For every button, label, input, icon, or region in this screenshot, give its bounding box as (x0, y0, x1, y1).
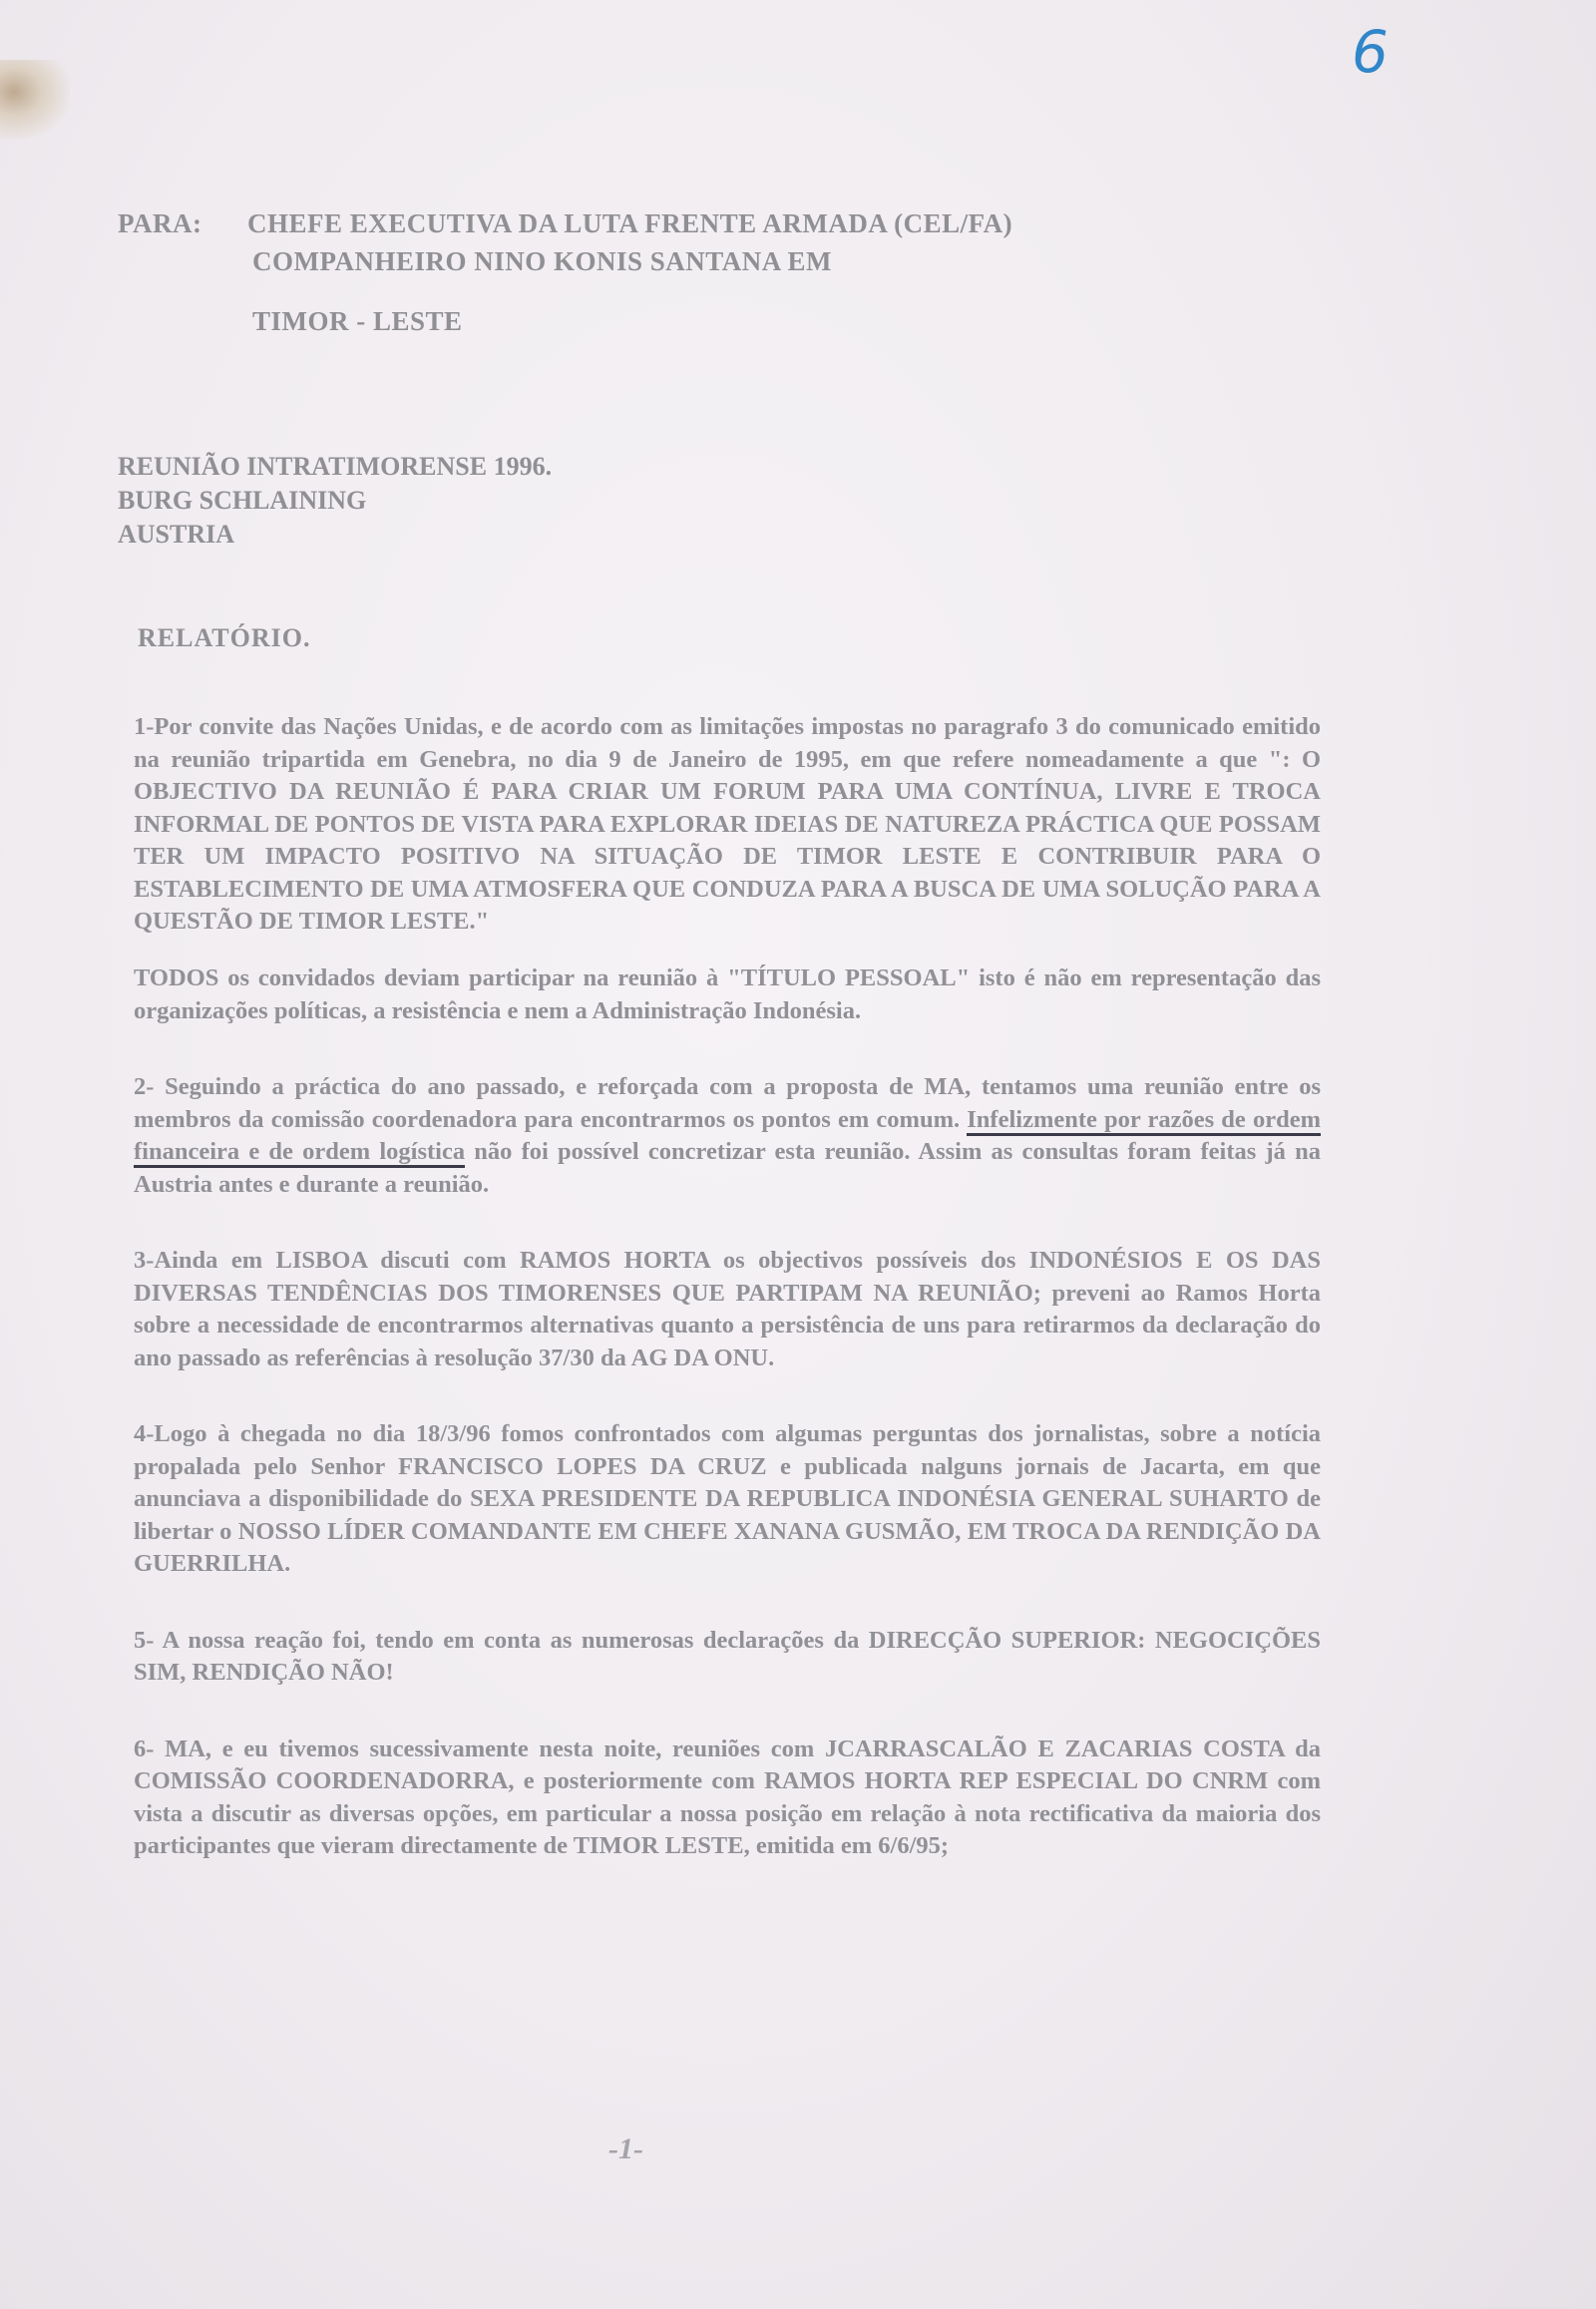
letter-body (118, 204, 1321, 1887)
handwritten-page-number: 6 (1352, 18, 1389, 86)
paragraph-2-end: não foi possível concretizar esta reunião. Assim as consultas foram feitas já na Austria antes e durante a reunião. (134, 1138, 1321, 1198)
paragraph-1-continued: TODOS os convidados deviam participar na reunião à "TÍTULO PESSOAL" isto é não em representação das organizações políticas, a resistência e nem a Administração Indonésia. (134, 964, 1321, 1024)
footer-page-number: -1- (608, 2132, 643, 2165)
meeting-title: REUNIÃO INTRATIMORENSE 1996. (118, 452, 553, 481)
paragraph-2 (134, 1071, 1321, 1201)
meeting-place: BURG SCHLAINING (118, 486, 367, 515)
meeting-block (118, 450, 1315, 552)
paper-stain (0, 60, 70, 140)
paragraph-4: 4-Logo à chegada no dia 18/3/96 fomos confrontados com algumas perguntas dos jornalistas, sobre a notícia propalada pelo Senhor FRANCISCO LOPES DA CRUZ e publicada nalguns jornais de Jacarta, em que anunciava a disponibilidade do SEXA PRESIDENTE DA REPUBLICA INDONÉSIA GENERAL SUHARTO de libertar o NOSSO LÍDER COMANDANTE EM CHEFE XANANA GUSMÃO, EM TROCA DA RENDIÇÃO DA GUERRILHA. (134, 1420, 1321, 1577)
address-label: PARA: (118, 208, 202, 238)
paragraph-1: 1-Por convite das Nações Unidas, e de acordo com as limitações impostas no paragrafo 3 do comunicado emitido na reunião tripartida em Genebra, no dia 9 de Janeiro de 1995, em que refere nomeadamente a que ": O OBJECTIVO DA REUNIÃO É PARA CRIAR UM FORUM PARA UMA CONTÍNUA, LIVRE E TROCA INFORMAL DE PONTOS DE VISTA PARA EXPLORAR IDEIAS DE NATUREZA PRÁCTICA QUE POSSAM TER UM IMPACTO POSITIVO NA SITUAÇÃO DE TIMOR LESTE E CONTRIBUIR PARA O ESTABLECIMENTO DE UMA ATMOSFERA QUE CONDUZA PARA A BUSCA DE UMA SOLUÇÃO PARA A QUESTÃO DE TIMOR LESTE." (134, 713, 1321, 935)
address-recipient: CHEFE EXECUTIVA DA LUTA FRENTE ARMADA (CEL/FA) (247, 208, 1013, 238)
address-line-1 (118, 204, 1315, 242)
report-title: RELATÓRIO. (138, 623, 311, 652)
paragraph-3: 3-Ainda em LISBOA discuti com RAMOS HORTA os objectivos possíveis dos INDONÉSIOS E OS DAS DIVERSAS TENDÊNCIAS DOS TIMORENSES QUE PARTIPAM NA REUNIÃO; preveni ao Ramos Horta sobre a necessidade de encontrarmos alternativas quanto a persistência de uns para retirarmos da declaração do ano passado as referências à resolução 37/30 da AG DA ONU. (134, 1247, 1321, 1371)
meeting-country: AUSTRIA (118, 520, 235, 549)
underlined-phrase: Infelizmente por razões de ordem financeira e de ordem logística (134, 1106, 1321, 1169)
address-line-2: COMPANHEIRO NINO KONIS SANTANA EM (252, 246, 833, 276)
paragraph-6: 6- MA, e eu tivemos sucessivamente nesta noite, reuniões com JCARRASCALÃO E ZACARIAS COSTA da COMISSÃO COORDENADORRA, e posteriormente com RAMOS HORTA REP ESPECIAL DO CNRM com vista a discutir as diversas opções, em particular a nossa posição em relação à nota rectificativa da maioria dos participantes que vieram directamente de TIMOR LESTE, emitida em 6/6/95; (134, 1734, 1321, 1859)
paragraph-2-start: 2- Seguindo a práctica do ano passado, e reforçada com a proposta de MA, tentamos uma reunião entre os membros da comissão coordenadora para encontrarmos os pontos em comum. (134, 1073, 1321, 1133)
address-line-3: TIMOR - LESTE (252, 306, 463, 336)
paragraph-5: 5- A nossa reação foi, tendo em conta as numerosas declarações da DIRECÇÃO SUPERIOR: NEGOCIÇÕES SIM, RENDIÇÃO NÃO! (134, 1626, 1321, 1686)
